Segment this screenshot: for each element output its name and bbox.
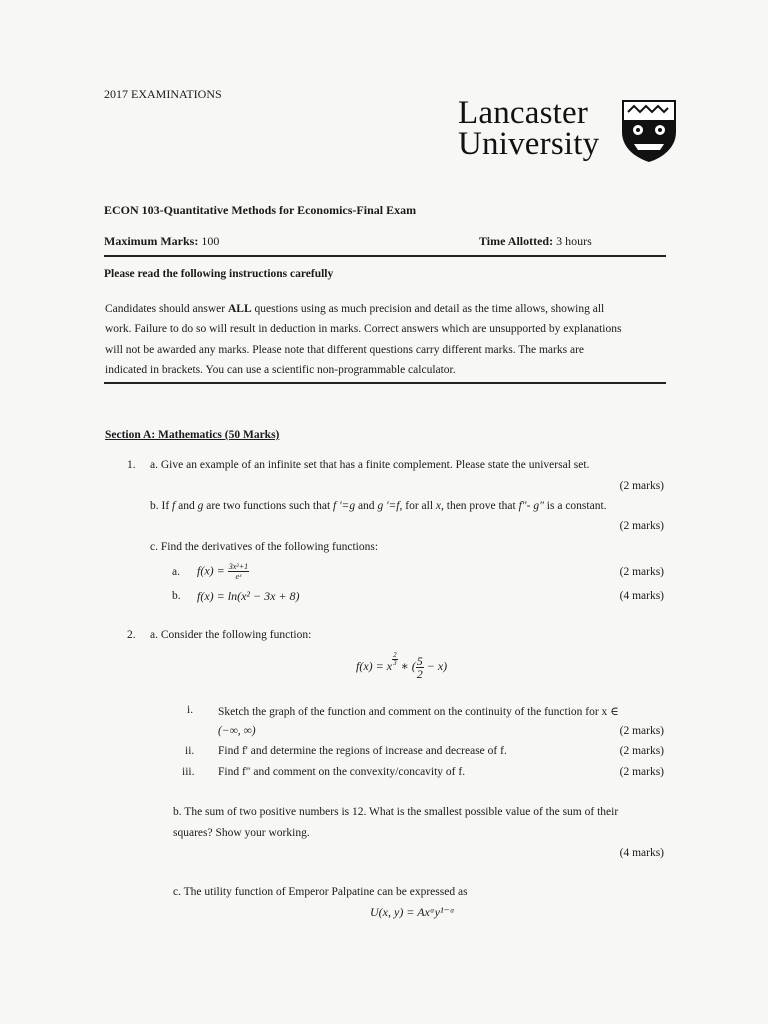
q1b-p2: and [175,500,198,512]
q2a-i-text: Sketch the graph of the function and comment on the continuity of the function for x ∈ [218,706,619,718]
q1b-eq2: g '=f, [377,500,403,512]
q1a-text: a. Give an example of an infinite set that has a finite complement. Please state the universal set. [150,459,590,471]
q2a-i-label: i. [187,704,194,716]
q1b-p3: are two functions such that [203,500,334,512]
logo-line-1: Lancaster [458,95,589,131]
q1c-b-label: b. [172,590,181,602]
q2-func-fraction [416,655,424,680]
q1b-p7: is a constant. [543,500,607,512]
q1b-eq1: f '=g [333,500,356,512]
instr-text-b: questions using as much precision and detail as the time allows, showing all [251,303,605,315]
instructions-line-1 [105,299,670,319]
q2-func-rhs: − x) [423,659,448,673]
q2a-ii-marks: (2 marks) [619,745,664,757]
q1b-eq3: f"- g" [518,500,544,512]
university-logo-text [458,95,600,163]
q1b-p1: b. If [150,500,173,512]
time-allotted [479,234,592,249]
q2-function [356,652,447,680]
instructions-line-4: indicated in brackets. You can use a scientific non-programmable calculator. [105,363,456,376]
q1c-text: c. Find the derivatives of the following functions: [150,541,379,553]
instructions-line-3: will not be awarded any marks. Please note that different questions carry different marks. The marks are [105,343,585,356]
q2a-iii-label: iii. [182,766,195,778]
time-value: 3 hours [556,234,592,248]
q2-number: 2. [127,629,136,641]
q1c-a-expr [197,562,249,581]
q2b-line-2: squares? Show your working. [173,827,310,839]
q1a-marks: (2 marks) [619,480,664,492]
exam-year: 2017 EXAMINATIONS [104,87,222,101]
q2-func-mid: ∗ ( [397,659,416,673]
instructions-line-2: work. Failure to do so will result in deduction in marks. Correct answers which are unsupported by explanations [105,323,622,336]
q1b-text [150,500,607,512]
logo-line-2: University [458,126,600,163]
q2a-text: a. Consider the following function: [150,629,312,641]
university-crest-icon [620,98,678,164]
q1c-a-fraction [228,562,249,581]
q1c-a-label: a. [172,566,180,578]
max-marks-label: Maximum Marks: [104,234,199,248]
q2a-iii-marks: (2 marks) [619,766,664,778]
instructions-rule [104,382,666,384]
max-marks-value: 100 [201,234,220,248]
instructions-heading: Please read the following instructions carefully [104,268,334,280]
q1c-a-num: 3x²+1 [228,562,249,571]
course-title: ECON 103-Quantitative Methods for Economics-Final Exam [104,203,417,217]
q1c-b-marks: (4 marks) [619,590,664,602]
q2b-line-1: b. The sum of two positive numbers is 12. What is the smallest possible value of the sum of their [173,806,619,818]
q2-exp-num: 2 [393,651,397,659]
q2b-marks: (4 marks) [619,847,664,859]
q1c-b-expr: f(x) = ln(x² − 3x + 8) [197,589,300,603]
instr-text-a: Candidates should answer [105,303,228,315]
max-marks [104,234,219,249]
q1c-a-den: eˣ [235,572,242,581]
q1b-marks: (2 marks) [619,520,664,532]
q2-frac-den: 2 [416,666,423,681]
q2a-iii-text: Find f" and comment on the convexity/concavity of f. [218,766,466,778]
q1b-p5: for all [402,500,436,512]
q1b-p4: and [355,500,378,512]
q2-exp-den: 3 [393,659,397,667]
q1c-a-marks: (2 marks) [619,566,664,578]
time-label: Time Allotted: [479,234,554,248]
q2a-ii-label: ii. [185,745,195,757]
header-rule [104,255,666,257]
q1b-x: x, [435,500,444,512]
q2a-ii-text: Find f' and determine the regions of increase and decrease of f. [218,745,507,757]
q2c-utility-expr: U(x, y) = Axᵅy¹⁻ᵅ [370,905,455,919]
q1b-g: g [197,500,204,512]
q2-frac-num: 5 [416,653,423,668]
section-a-heading: Section A: Mathematics (50 Marks) [105,429,280,441]
q2c-text: c. The utility function of Emperor Palpatine can be expressed as [173,886,468,898]
instructions-text [105,299,670,380]
q2-func-lhs: f(x) = x [356,659,393,673]
q2a-i-marks: (2 marks) [619,725,664,737]
q1b-f: f [172,500,176,512]
q1-number: 1. [127,459,136,471]
instr-all: ALL [227,303,252,315]
q1b-p6: then prove that [443,500,519,512]
q2a-i-text2: (−∞, ∞) [218,725,256,737]
q1c-a-lhs: f(x) = [197,563,228,578]
